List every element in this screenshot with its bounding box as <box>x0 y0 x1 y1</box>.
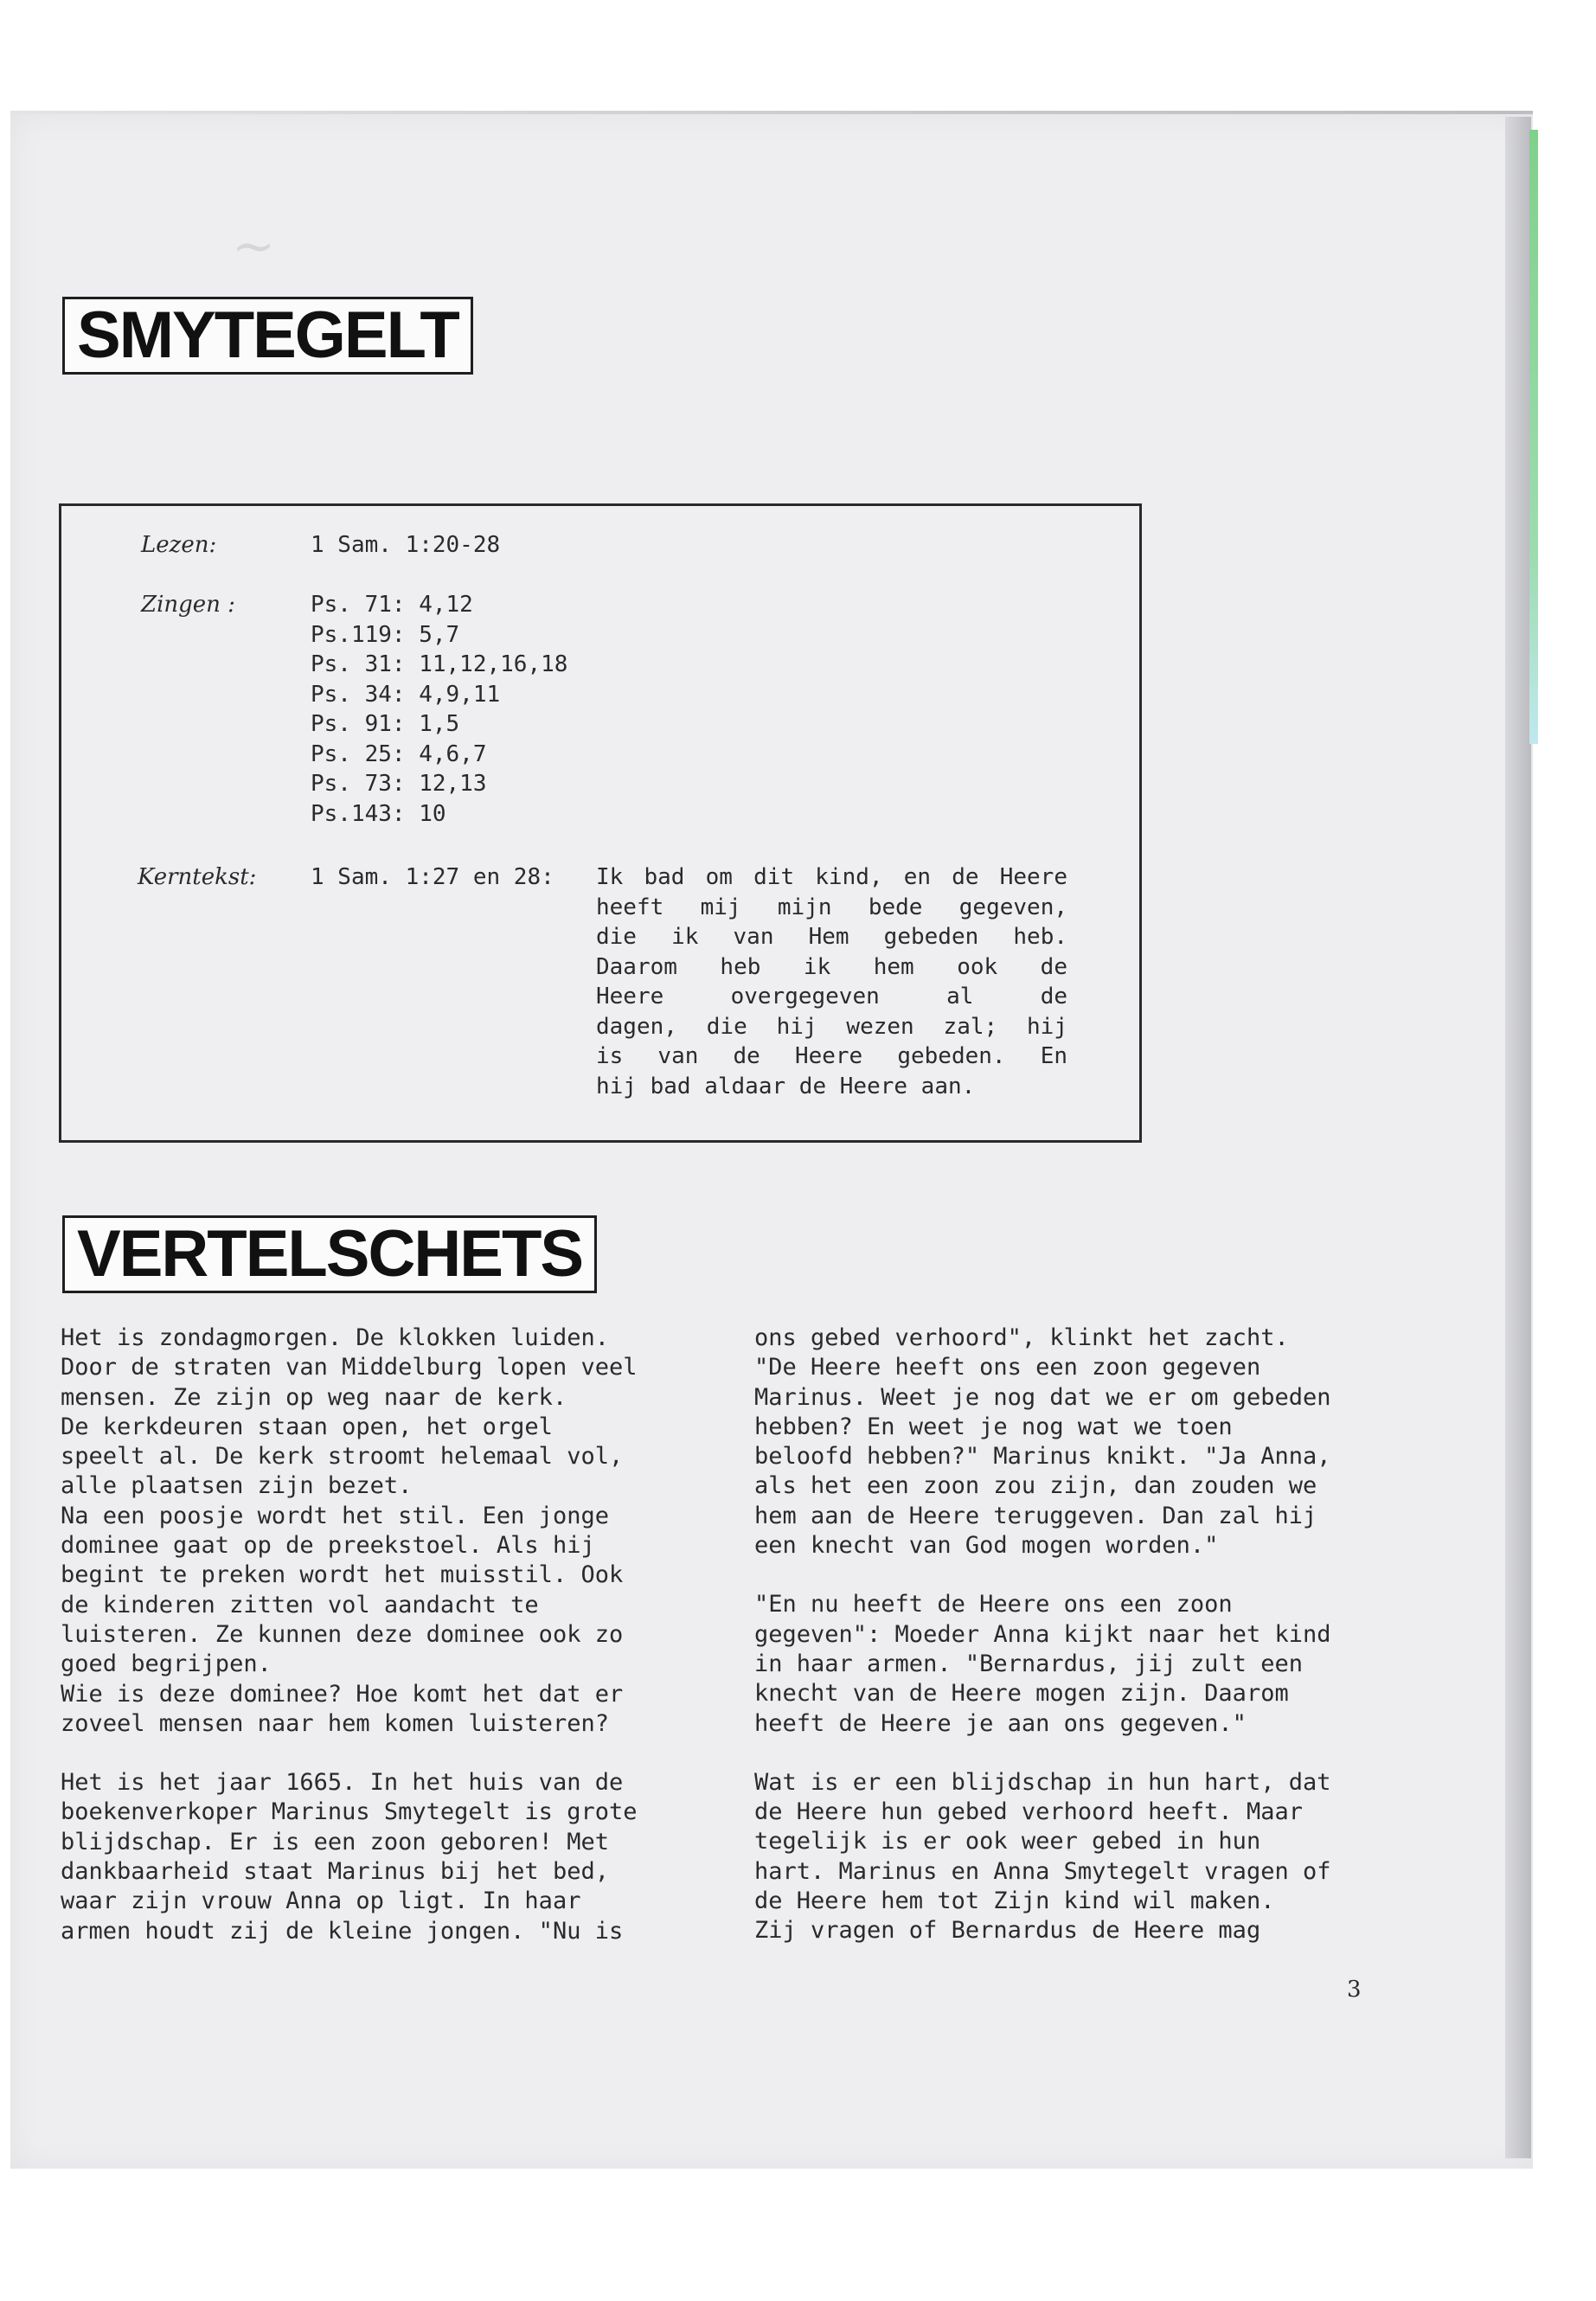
psalm-item: Ps.119: 5,7 <box>311 621 460 648</box>
story-column-left <box>61 1324 683 1976</box>
story-paragraph: Wat is er een blijdschap in hun hart, dat de Heere hun gebed verhoord heeft. Maar tegelijk is er ook weer gebed in hun hart. Marinus en Anna Smytegelt vragen of de Heere hem tot Zijn kind wil maken. Zij vragen of Bernardus de Heere mag <box>754 1768 1331 1945</box>
kerntekst-reference: 1 Sam. 1:27 en 28: <box>311 864 554 890</box>
story-paragraph: ons gebed verhoord", klinkt het zacht. "De Heere heeft ons een zoon gegeven Marinus. Weet je nog dat we er om gebeden hebben? En weet je nog wat we toen beloofd hebben?" Marinus knikt. "Ja Anna, als het een zoon zou zijn, dan zouden we hem aan de Heere teruggeven. Dan zal hij een knecht van God mogen worden." <box>754 1324 1331 1560</box>
story-paragraph: Het is het jaar 1665. In het huis van de boekenverkoper Marinus Smytegelt is grote blijdschap. Er is een zoon geboren! Met dankbaarheid staat Marinus bij het bed, waar zijn vrouw Anna op ligt. In haar armen houdt zij de kleine jongen. "Nu is <box>61 1769 638 1945</box>
kerntekst-line: hij bad aldaar de Heere aan. <box>596 1073 976 1099</box>
kerntekst-line: Ik bad om dit kind, en de Heere <box>596 864 1067 890</box>
story-column-right <box>754 1324 1377 1976</box>
kerntekst-line: dagen, die hij wezen zal; hij <box>596 1013 1067 1040</box>
psalm-item: Ps. 71: 4,12 <box>311 592 473 618</box>
zingen-label: Zingen : <box>141 592 235 618</box>
book-page-edge <box>1505 117 1531 2158</box>
lezen-value: 1 Sam. 1:20-28 <box>311 532 501 558</box>
kerntekst-label: Kerntekst: <box>138 864 257 890</box>
story-paragraph: Het is zondagmorgen. De klokken luiden. Door de straten van Middelburg lopen veel mensen. Ze zijn op weg naar de kerk. De kerkdeuren staan open, het orgel speelt al. De kerk stroomt helemaal vol, alle plaatsen zijn bezet. Na een poosje wordt het stil. Een jonge dominee gaat op de preekstoel. Als hij begint te preken wordt het muisstil. Ook de kinderen zitten vol aandacht te luisteren. Ze kunnen deze dominee ook zo goed begrijpen. Wie is deze dominee? Hoe komt het dat er zoveel mensen naar hem komen luisteren? <box>61 1324 638 1737</box>
psalm-item: Ps. 31: 11,12,16,18 <box>311 651 568 677</box>
psalm-item: Ps. 73: 12,13 <box>311 771 487 797</box>
bleed-through-mark: ~ <box>232 216 276 277</box>
kerntekst-line: Heere overgegeven al de <box>596 984 1067 1009</box>
kerntekst-line: Daarom heb ik hem ook de <box>596 953 1067 980</box>
kerntekst-text <box>596 862 1067 1101</box>
heading-smytegelt: SMYTEGELT <box>62 297 473 375</box>
story-paragraph: "En nu heeft de Heere ons een zoon gegeven": Moeder Anna kijkt naar het kind in haar armen. "Bernardus, jij zult een knecht van de Heere mogen zijn. Daarom heeft de Heere je aan ons gegeven." <box>754 1591 1331 1737</box>
psalm-item: Ps. 25: 4,6,7 <box>311 740 487 767</box>
kerntekst-line: heeft mij mijn bede gegeven, <box>596 894 1067 920</box>
psalm-item: Ps. 34: 4,9,11 <box>311 681 501 708</box>
psalm-item: Ps. 91: 1,5 <box>311 711 460 737</box>
psalm-item: Ps.143: 10 <box>311 800 446 827</box>
reading-info-box <box>59 503 1142 1143</box>
kerntekst-line: die ik van Hem gebeden heb. <box>596 924 1067 950</box>
heading-vertelschets: VERTELSCHETS <box>62 1215 597 1293</box>
psalm-list <box>311 590 567 829</box>
page-number: 3 <box>1347 1977 1362 2003</box>
book-cover-edge <box>1529 130 1538 744</box>
lezen-label: Lezen: <box>141 532 217 558</box>
kerntekst-line: is van de Heere gebeden. En <box>596 1043 1067 1069</box>
